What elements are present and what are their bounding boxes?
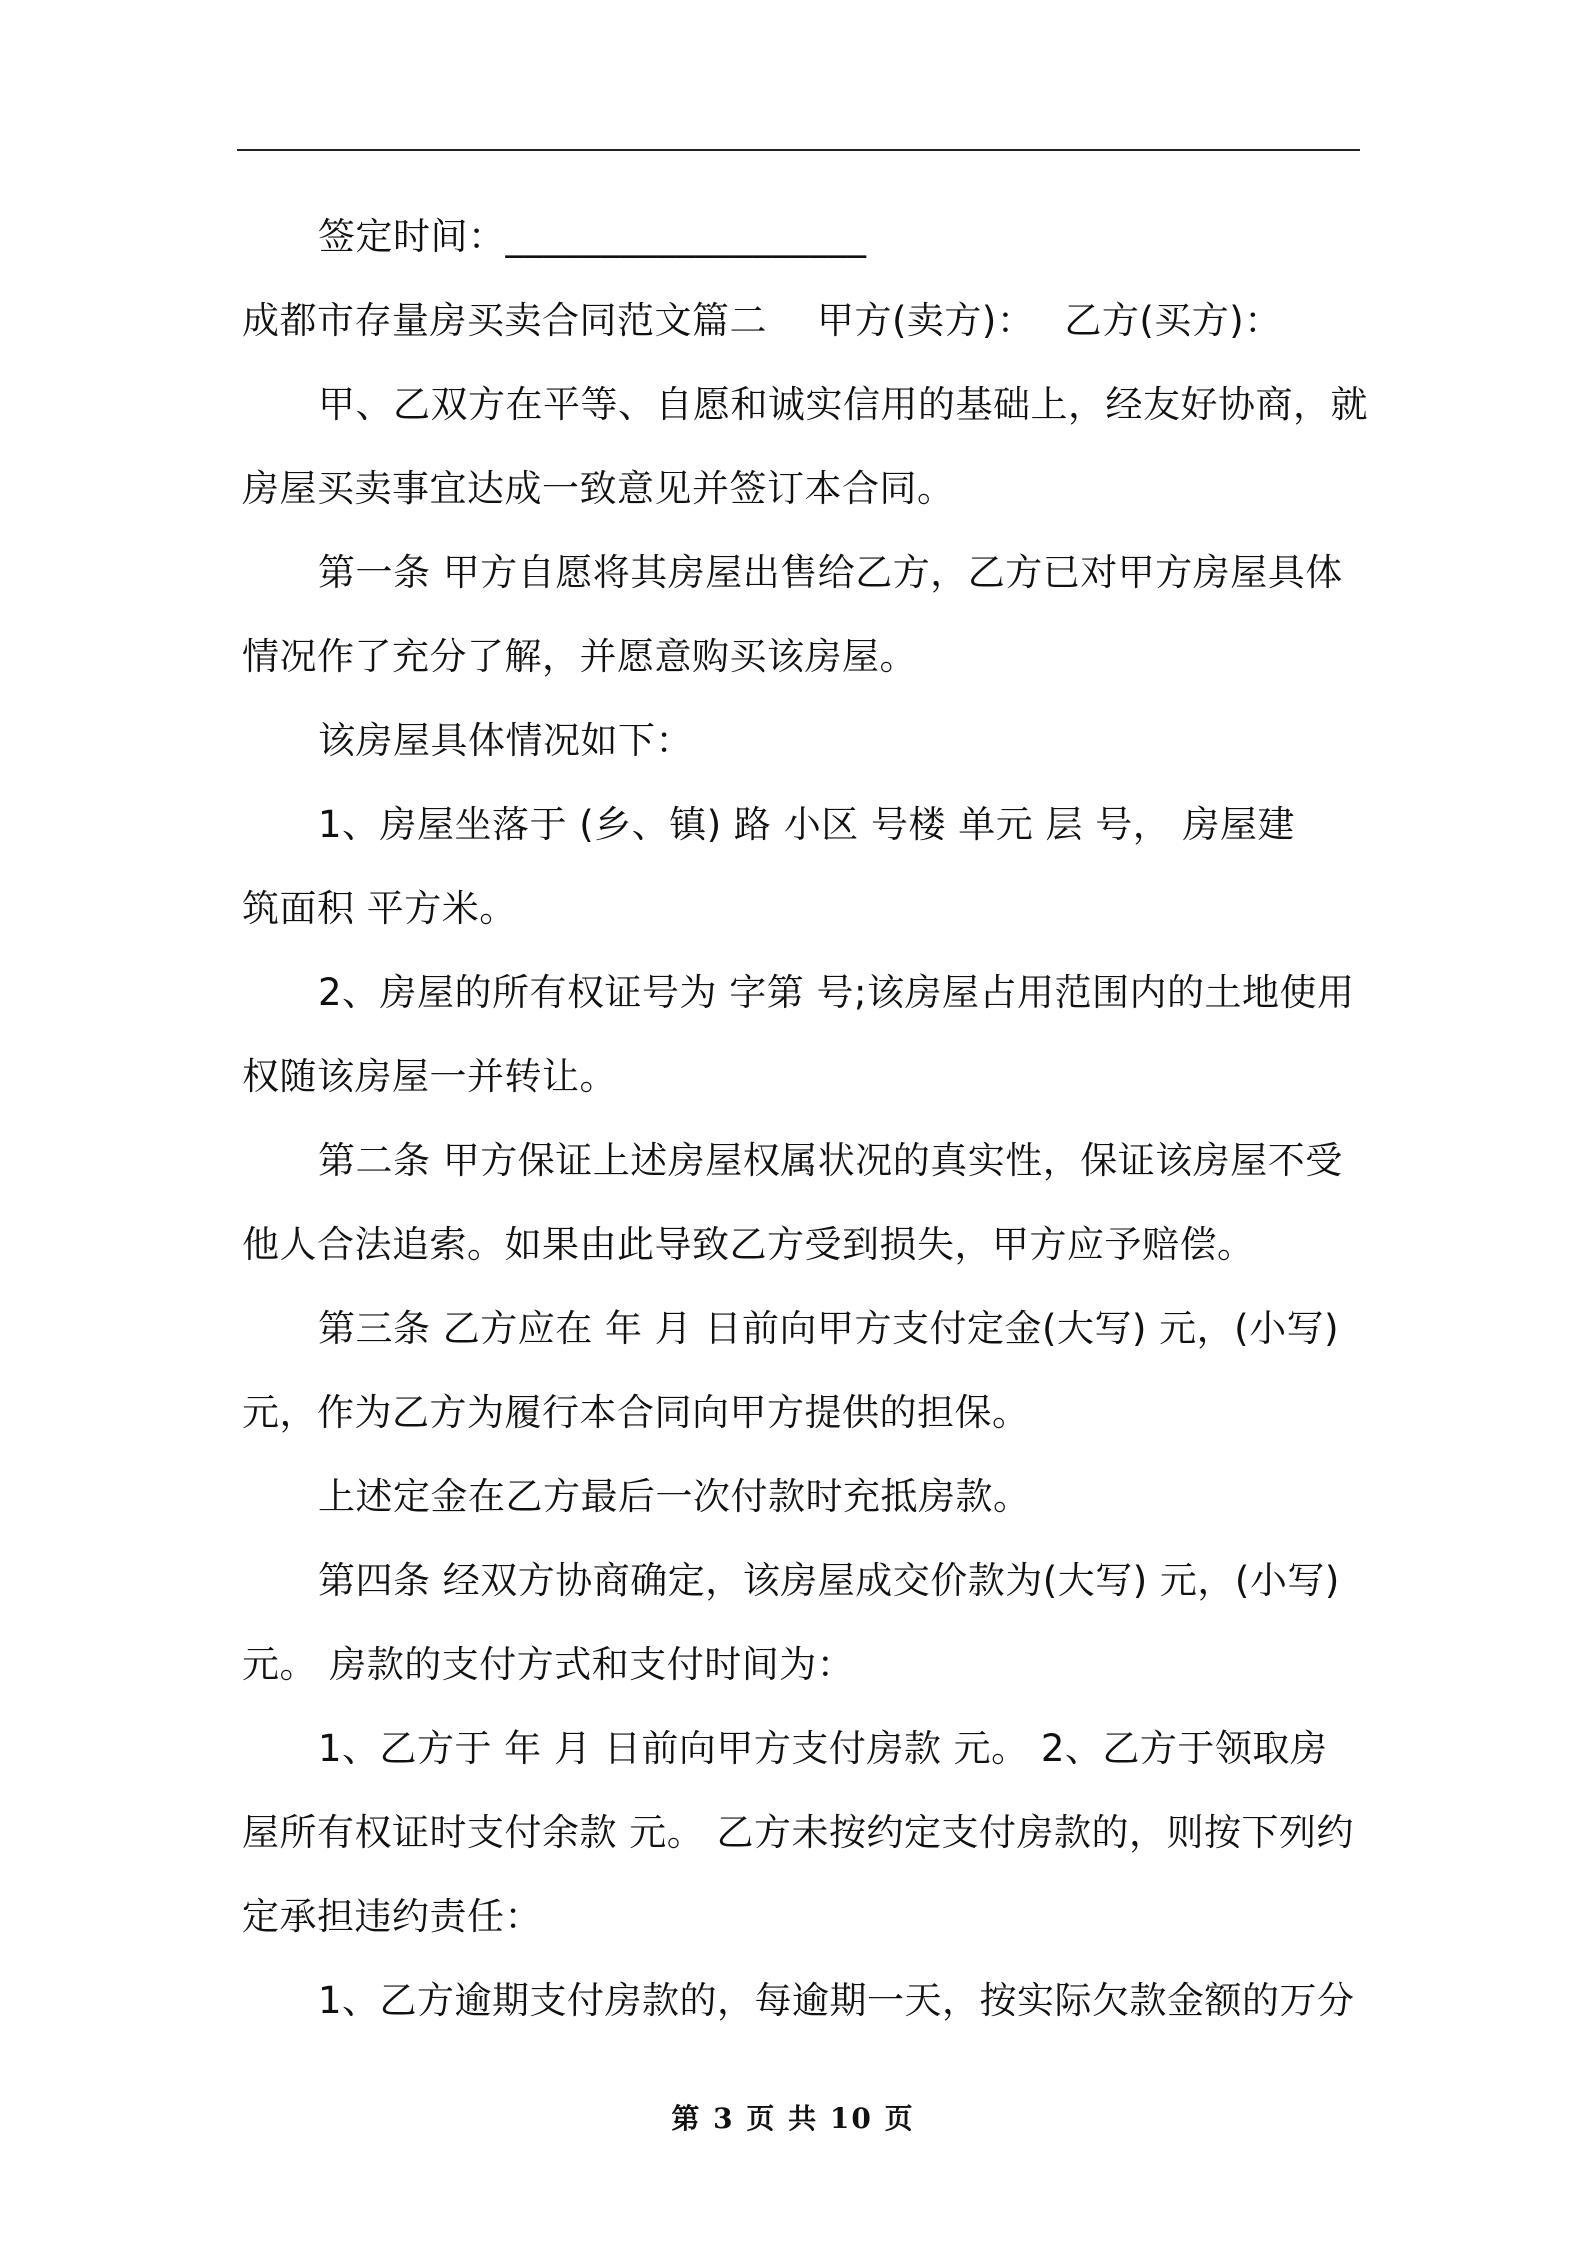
party-a-label: 甲方(卖方)：: [817, 299, 1035, 342]
party-b-label: 乙方(买方)：: [1064, 299, 1282, 342]
text-line: 屋所有权证时支付余款 元。 乙方未按约定支付房款的，则按下列约: [242, 1811, 1355, 1854]
section-title-line: [242, 279, 1360, 363]
text-line: 筑面积 平方米。: [242, 887, 517, 930]
signing-date-line: 签定时间：___________________: [318, 215, 867, 258]
list-item-line: 1、房屋坐落于 (乡、镇) 路 小区 号楼 单元 层 号， 房屋建: [318, 803, 1295, 846]
section-title: 成都市存量房买卖合同范文篇二: [242, 299, 767, 342]
text-line: 元，作为乙方为履行本合同向甲方提供的担保。: [242, 1391, 1030, 1434]
text-line: 元。 房款的支付方式和支付时间为：: [242, 1643, 855, 1686]
text-line: 房屋买卖事宜达成一致意见并签订本合同。: [242, 467, 955, 510]
text-line: 上述定金在乙方最后一次付款时充抵房款。: [318, 1475, 1031, 1518]
document-body: [242, 195, 1368, 2043]
list-item-line: 1、乙方逾期支付房款的，每逾期一天，按实际欠款金额的万分: [318, 1979, 1355, 2022]
article-3-line: 第三条 乙方应在 年 月 日前向甲方支付定金(大写) 元，(小写): [318, 1307, 1340, 1350]
article-2-line: 第二条 甲方保证上述房屋权属状况的真实性，保证该房屋不受: [318, 1139, 1343, 1182]
list-item-line: 2、房屋的所有权证号为 字第 号;该房屋占用范围内的土地使用: [318, 971, 1355, 1014]
text-line: 情况作了充分了解，并愿意购买该房屋。: [242, 635, 917, 678]
article-1-line: 第一条 甲方自愿将其房屋出售给乙方，乙方已对甲方房屋具体: [318, 551, 1343, 594]
page-number: 第 3 页 共 10 页: [671, 2102, 915, 2135]
header-rule: [237, 149, 1360, 151]
text-line: 定承担违约责任：: [242, 1895, 542, 1938]
text-line: 他人合法追索。如果由此导致乙方受到损失，甲方应予赔偿。: [242, 1223, 1255, 1266]
article-4-line: 第四条 经双方协商确定，该房屋成交价款为(大写) 元，(小写): [318, 1559, 1340, 1602]
text-line: 权随该房屋一并转让。: [242, 1055, 617, 1098]
text-line: 甲、乙双方在平等、自愿和诚实信用的基础上，经友好协商，就: [318, 383, 1368, 426]
list-item-line: 1、乙方于 年 月 日前向甲方支付房款 元。 2、乙方于领取房: [318, 1727, 1328, 1770]
text-line: 该房屋具体情况如下：: [318, 719, 693, 762]
